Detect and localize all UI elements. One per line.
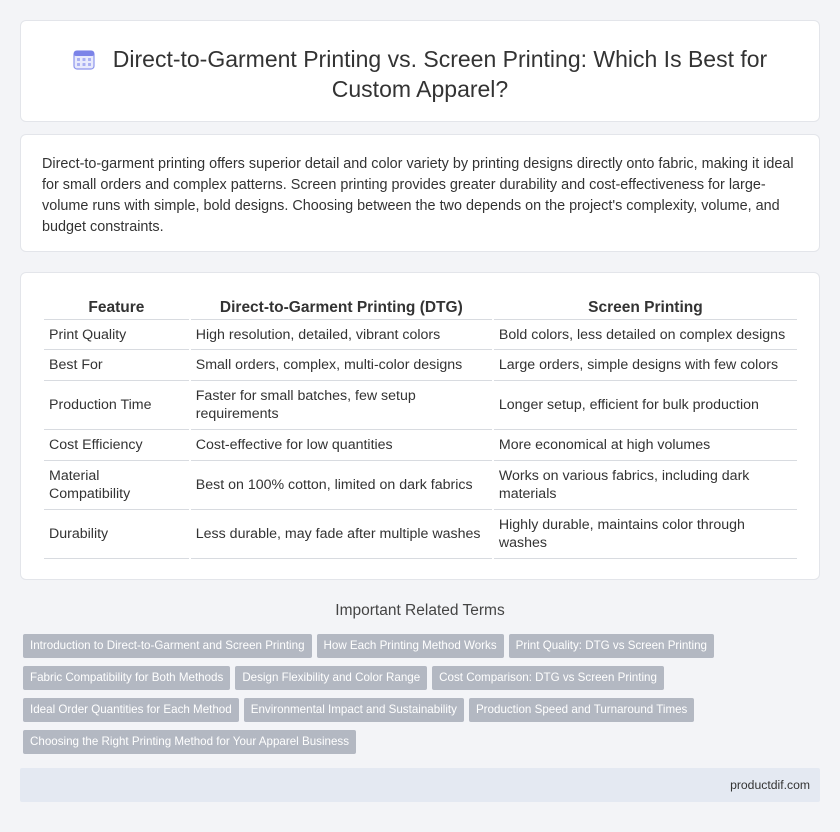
screen-cell: More economical at high volumes [494, 430, 797, 461]
header-screen-printing: Screen Printing [494, 295, 797, 320]
related-term-tag[interactable]: Cost Comparison: DTG vs Screen Printing [432, 666, 664, 690]
screen-cell: Bold colors, less detailed on complex designs [494, 320, 797, 350]
related-term-tag[interactable]: Design Flexibility and Color Range [235, 666, 427, 690]
feature-cell: Durability [44, 510, 189, 559]
related-term-tag[interactable]: Introduction to Direct-to-Garment and Screen Printing [23, 634, 312, 658]
dtg-cell: Less durable, may fade after multiple washes [191, 510, 492, 559]
summary-card [20, 134, 820, 252]
footer-site-link[interactable]: productdif.com [730, 778, 810, 792]
title-card [20, 20, 820, 122]
page-title-row [21, 44, 819, 104]
dtg-cell: Cost-effective for low quantities [191, 430, 492, 461]
table-row [44, 320, 797, 350]
feature-cell: Material Compatibility [44, 461, 189, 510]
header-dtg: Direct-to-Garment Printing (DTG) [191, 295, 492, 320]
related-term-tag[interactable]: Fabric Compatibility for Both Methods [23, 666, 230, 690]
footer-bar [20, 768, 820, 802]
related-term-tag[interactable]: Environmental Impact and Sustainability [244, 698, 464, 722]
summary-text: Direct-to-garment printing offers superior detail and color variety by printing designs directly onto fabric, making it ideal for small orders and complex patterns. Screen printing provides greater durability and cost-effectiveness for large-volume runs with simple, bold designs. Choosing between the two depends on the project's complexity, volume, and budget constraints. [42, 156, 794, 235]
comparison-table [42, 295, 799, 559]
related-term-tag[interactable]: How Each Printing Method Works [317, 634, 504, 658]
feature-cell: Print Quality [44, 320, 189, 350]
dtg-cell: Faster for small batches, few setup requirements [191, 381, 492, 430]
screen-cell: Large orders, simple designs with few colors [494, 350, 797, 381]
screen-cell: Highly durable, maintains color through washes [494, 510, 797, 559]
dtg-cell: Small orders, complex, multi-color designs [191, 350, 492, 381]
related-term-tag[interactable]: Print Quality: DTG vs Screen Printing [509, 634, 714, 658]
calendar-icon [73, 48, 95, 70]
related-terms-heading: Important Related Terms [335, 602, 505, 619]
related-term-tag[interactable]: Choosing the Right Printing Method for Your Apparel Business [23, 730, 356, 754]
related-term-tag[interactable]: Production Speed and Turnaround Times [469, 698, 694, 722]
header-feature: Feature [44, 295, 189, 320]
related-terms-tags [23, 634, 763, 762]
table-row [44, 350, 797, 381]
comparison-card [20, 272, 820, 580]
table-row [44, 381, 797, 430]
feature-cell: Cost Efficiency [44, 430, 189, 461]
screen-cell: Works on various fabrics, including dark materials [494, 461, 797, 510]
table-row [44, 510, 797, 559]
page-title: Direct-to-Garment Printing vs. Screen Printing: Which Is Best for Custom Apparel? [112, 46, 768, 102]
table-header-row [44, 295, 797, 320]
table-row [44, 461, 797, 510]
dtg-cell: High resolution, detailed, vibrant colors [191, 320, 492, 350]
screen-cell: Longer setup, efficient for bulk production [494, 381, 797, 430]
related-term-tag[interactable]: Ideal Order Quantities for Each Method [23, 698, 239, 722]
table-row [44, 430, 797, 461]
feature-cell: Production Time [44, 381, 189, 430]
dtg-cell: Best on 100% cotton, limited on dark fabrics [191, 461, 492, 510]
feature-cell: Best For [44, 350, 189, 381]
